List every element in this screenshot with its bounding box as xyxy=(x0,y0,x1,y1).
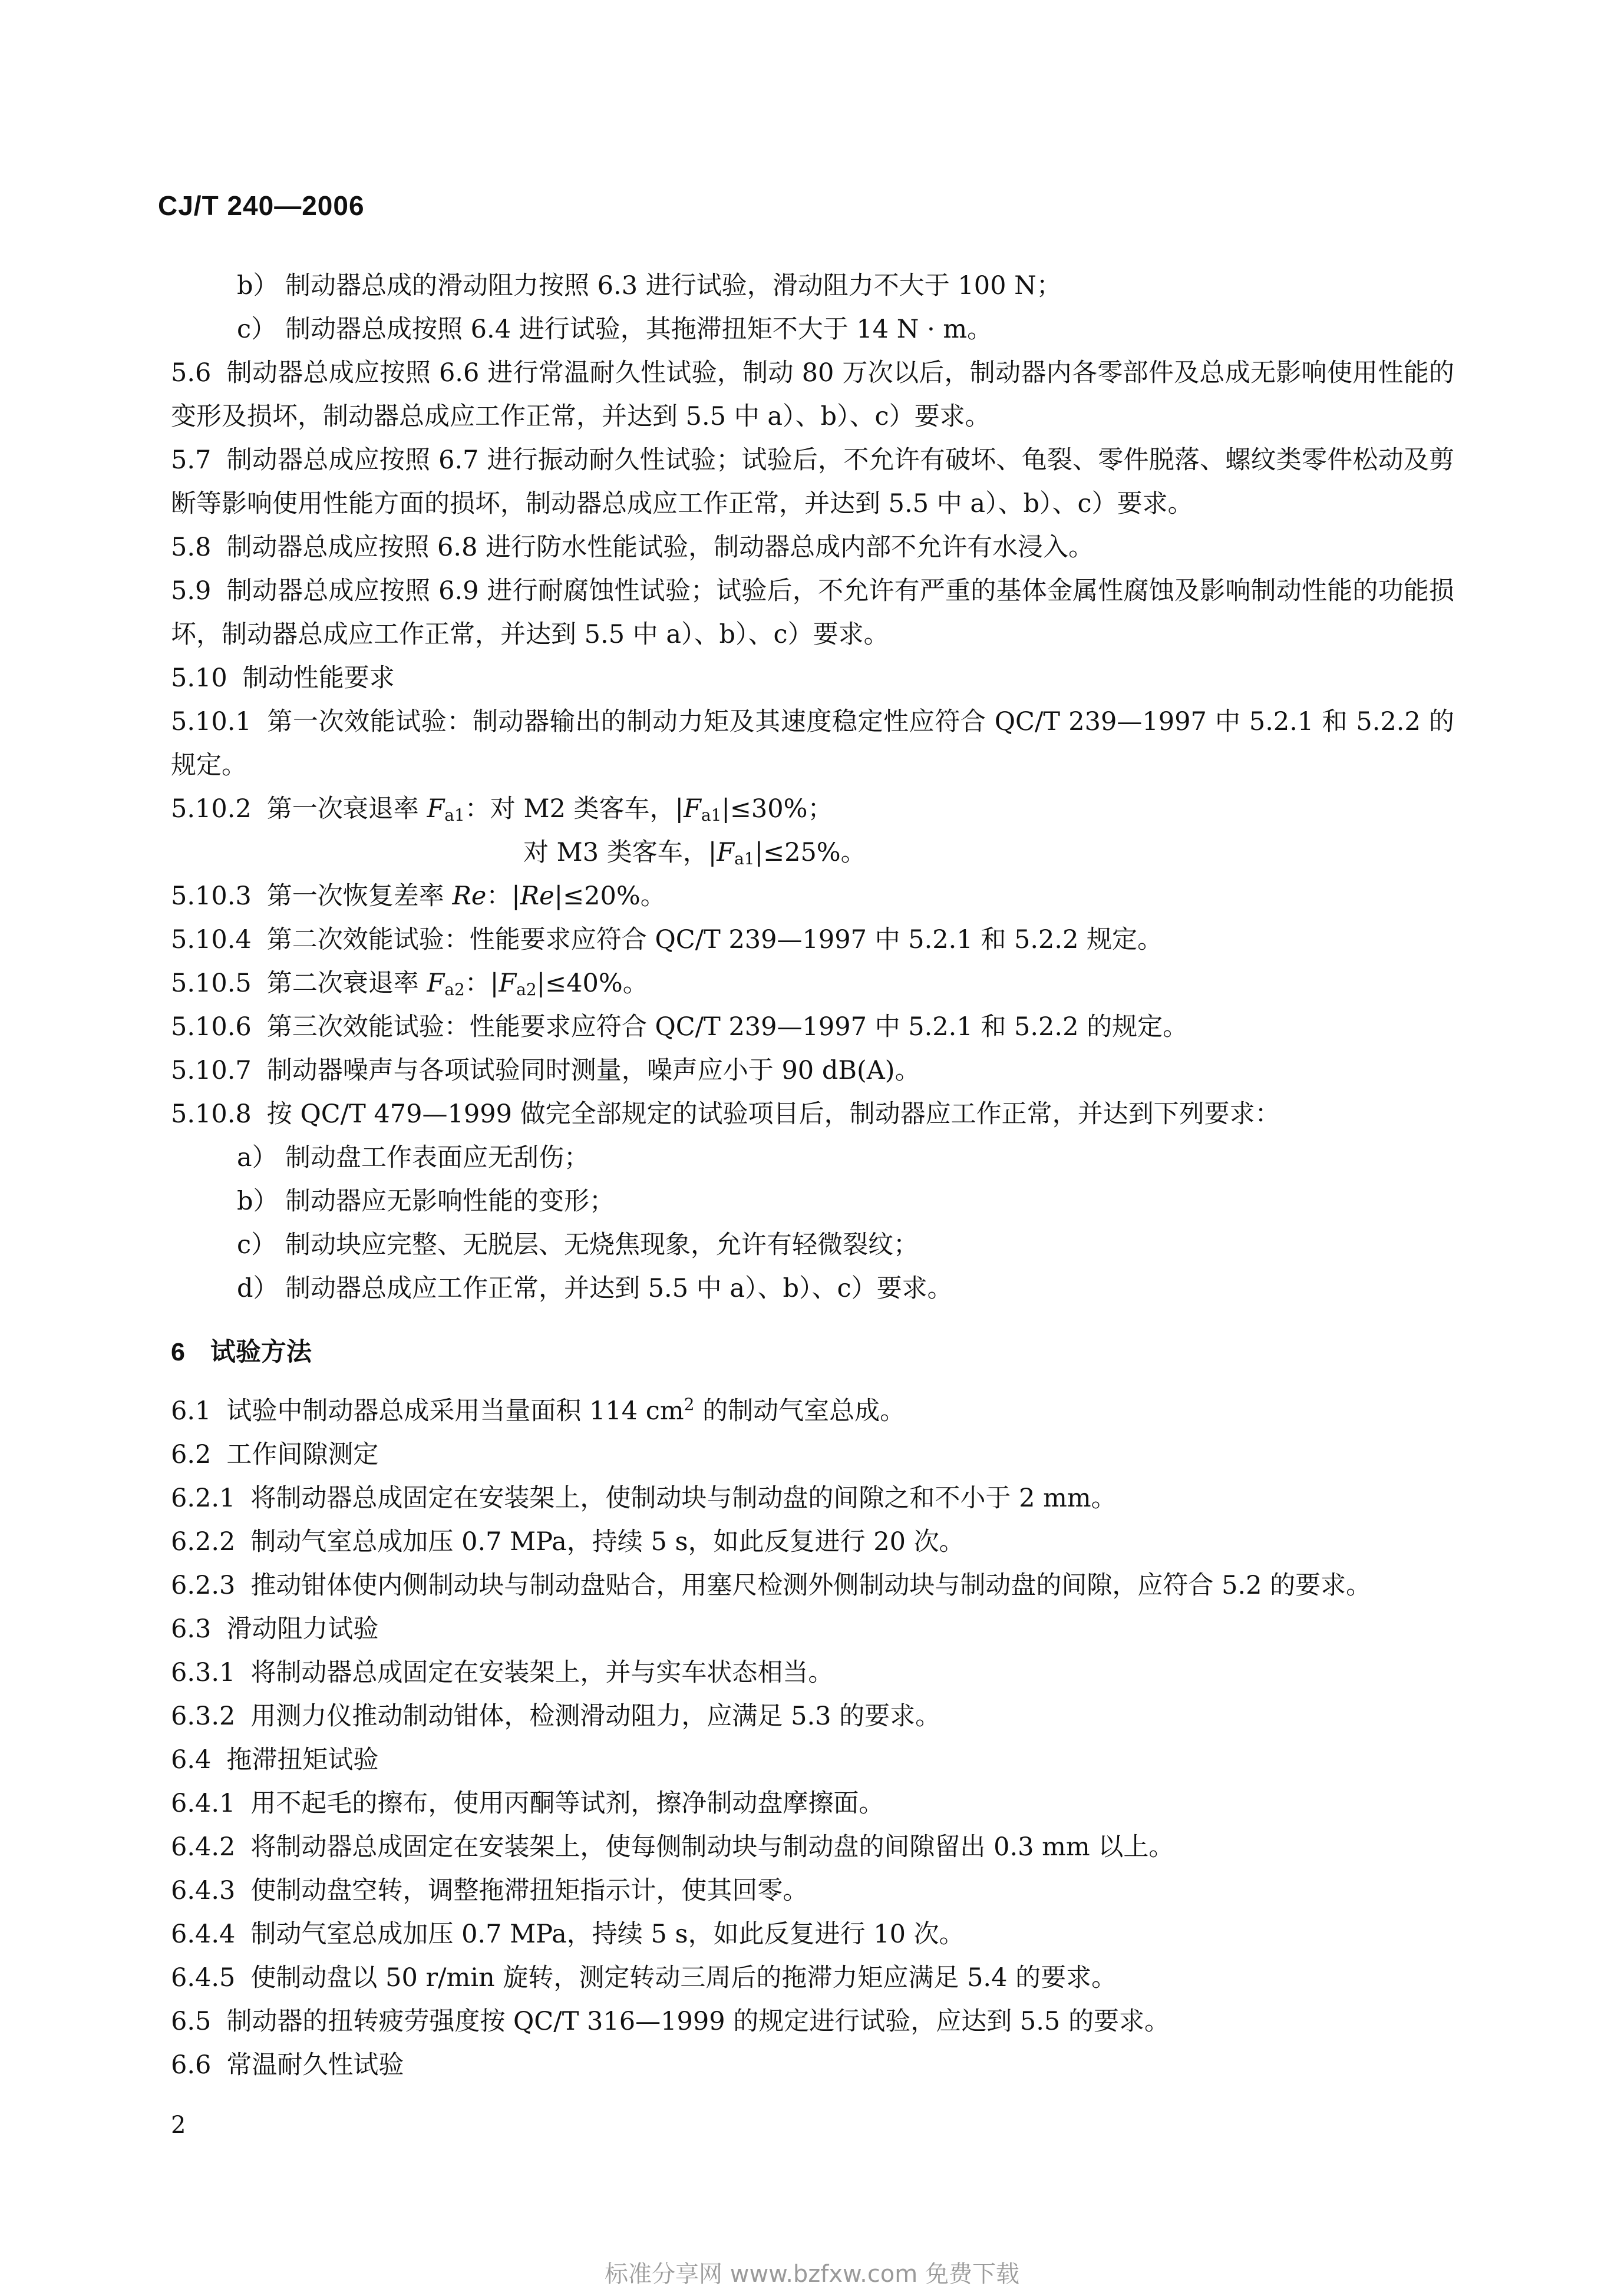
formula-superscript: 2 xyxy=(684,1395,695,1414)
document-body xyxy=(171,264,1454,2087)
clause-text: |≤20%。 xyxy=(554,881,666,911)
formula-variable: F xyxy=(717,838,735,867)
formula-variable: Re xyxy=(520,881,554,911)
clause-text: 制动器总成应按照 6.7 进行振动耐久性试验；试验后，不允许有破坏、龟裂、零件脱落、螺纹类零件松动及剪断等影响使用性能方面的损坏，制动器总成应工作正常，并达到 5.5 中 a）、b）、c）要求。 xyxy=(171,445,1454,518)
clause-text: 使制动盘以 50 r/min 旋转，测定转动三周后的拖滞力矩应满足 5.4 的要求。 xyxy=(250,1963,1117,1993)
clause-text: 制动气室总成加压 0.7 MPa，持续 5 s，如此反复进行 20 次。 xyxy=(250,1527,965,1557)
clause-text: ：| xyxy=(486,881,520,911)
clause-number: 6.4 xyxy=(171,1745,212,1775)
list-item-text: 制动盘工作表面应无刮伤； xyxy=(285,1143,589,1172)
watermark-footer: 标准分享网 www.bzfxw.com 免费下载 xyxy=(605,2261,1019,2288)
list-item xyxy=(171,1180,1454,1223)
clause-text: 将制动器总成固定在安装架上，使制动块与制动盘的间隙之和不小于 2 mm。 xyxy=(250,1484,1117,1513)
list-item-text: 制动器总成的滑动阻力按照 6.3 进行试验，滑动阻力不大于 100 N； xyxy=(285,271,1062,300)
clause-text: 第二次衰退率 xyxy=(266,969,427,998)
clause-text: 制动器总成应按照 6.6 进行常温耐久性试验，制动 80 万次以后，制动器内各零部件及总成无影响使用性能的变形及损坏，制动器总成应工作正常，并达到 5.5 中 a）、b）、c）要求。 xyxy=(171,358,1454,431)
clause-number: 5.9 xyxy=(171,576,212,606)
list-item xyxy=(171,1223,1454,1267)
clause-6-3 xyxy=(171,1607,1454,1651)
clause-number: 6.3.2 xyxy=(171,1702,236,1731)
list-item-text: 制动器总成应工作正常，并达到 5.5 中 a）、b）、c）要求。 xyxy=(285,1274,953,1303)
clause-5-10-7 xyxy=(171,1049,1454,1092)
clause-5-10-6 xyxy=(171,1005,1454,1049)
clause-5-10-2 xyxy=(171,787,1454,831)
clause-number: 5.10.8 xyxy=(171,1099,252,1129)
clause-6-2-3 xyxy=(171,1564,1454,1607)
clause-text: ：| xyxy=(464,969,499,998)
clause-text: 用不起毛的擦布，使用丙酮等试剂，擦净制动盘摩擦面。 xyxy=(250,1789,884,1818)
clause-number: 6.4.2 xyxy=(171,1832,236,1862)
clause-number: 6.2.2 xyxy=(171,1527,236,1557)
clause-text: 将制动器总成固定在安装架上，并与实车状态相当。 xyxy=(250,1658,834,1687)
formula-subscript: a2 xyxy=(516,980,537,999)
section-title-6: 6 试验方法 xyxy=(171,1338,312,1366)
clause-6-5 xyxy=(171,2000,1454,2043)
clause-5-10-5 xyxy=(171,962,1454,1005)
clause-5-10-3 xyxy=(171,874,1454,918)
clause-text: 试验中制动器总成采用当量面积 114 cm xyxy=(226,1396,684,1426)
clause-text: 制动器的扭转疲劳强度按 QC/T 316—1999 的规定进行试验，应达到 5.5 的要求。 xyxy=(226,2007,1170,2036)
clause-5-10 xyxy=(171,656,1454,700)
list-item-text: 制动块应完整、无脱层、无烧焦现象，允许有轻微裂纹； xyxy=(285,1230,919,1260)
clause-number: 5.10.7 xyxy=(171,1056,252,1085)
clause-number: 5.7 xyxy=(171,445,212,475)
formula-variable: F xyxy=(499,969,517,998)
clause-number: 6.3 xyxy=(171,1614,212,1644)
clause-text: 将制动器总成固定在安装架上，使每侧制动块与制动盘的间隙留出 0.3 mm 以上。 xyxy=(250,1832,1174,1862)
clause-6-4 xyxy=(171,1738,1454,1782)
clause-text: 使制动盘空转，调整拖滞扭矩指示计，使其回零。 xyxy=(250,1876,808,1905)
list-item-marker: a） xyxy=(237,1143,278,1172)
clause-text: ：对 M2 类客车，| xyxy=(464,794,684,824)
clause-text: 制动气室总成加压 0.7 MPa，持续 5 s，如此反复进行 10 次。 xyxy=(250,1920,965,1949)
clause-number: 6.4.3 xyxy=(171,1876,236,1905)
list-item-marker: b） xyxy=(237,1187,279,1216)
clause-5-10-4 xyxy=(171,918,1454,962)
clause-number: 6.6 xyxy=(171,2050,212,2080)
clause-text: |≤25%。 xyxy=(754,838,866,867)
clause-text: 的制动气室总成。 xyxy=(694,1396,906,1426)
clause-number: 5.10.6 xyxy=(171,1012,252,1042)
clause-number: 6.2.3 xyxy=(171,1571,236,1600)
clause-number: 5.6 xyxy=(171,358,212,388)
page-number: 2 xyxy=(171,2112,186,2139)
clause-number: 5.10.3 xyxy=(171,881,252,911)
clause-text: 制动性能要求 xyxy=(242,663,395,693)
clause-text: 制动器噪声与各项试验同时测量，噪声应小于 90 dB(A)。 xyxy=(266,1056,920,1085)
clause-text: |≤30%； xyxy=(721,794,833,824)
list-item-marker: c） xyxy=(237,1230,277,1260)
list-item-marker: b） xyxy=(237,271,279,300)
list-item xyxy=(171,264,1454,308)
clause-5-6 xyxy=(171,351,1454,438)
clause-number: 5.10.5 xyxy=(171,969,252,998)
clause-number: 5.10.1 xyxy=(171,707,252,736)
formula-variable: Re xyxy=(452,881,487,911)
clause-text: 常温耐久性试验 xyxy=(226,2050,404,2080)
clause-number: 6.4.4 xyxy=(171,1920,236,1949)
clause-6-4-3 xyxy=(171,1869,1454,1912)
clause-6-4-5 xyxy=(171,1956,1454,2000)
clause-text: 第一次恢复差率 xyxy=(266,881,453,911)
clause-text: 制动器总成应按照 6.9 进行耐腐蚀性试验；试验后，不允许有严重的基体金属性腐蚀及影响制动性能的功能损坏，制动器总成应工作正常，并达到 5.5 中 a）、b）、c）要求。 xyxy=(171,576,1454,649)
clause-text: 推动钳体使内侧制动块与制动盘贴合，用塞尺检测外侧制动块与制动盘的间隙，应符合 5.2 的要求。 xyxy=(250,1571,1372,1600)
clause-number: 5.10.4 xyxy=(171,925,252,954)
clause-5-9 xyxy=(171,569,1454,656)
clause-5-10-2-continued xyxy=(171,831,1454,874)
clause-text: 按 QC/T 479—1999 做完全部规定的试验项目后，制动器应工作正常，并达到下列要求： xyxy=(266,1099,1280,1129)
clause-text: 制动器总成应按照 6.8 进行防水性能试验，制动器总成内部不允许有水浸入。 xyxy=(226,533,1094,562)
clause-number: 6.2.1 xyxy=(171,1484,236,1513)
clause-6-2-1 xyxy=(171,1476,1454,1520)
clause-5-10-8 xyxy=(171,1092,1454,1136)
clause-number: 5.8 xyxy=(171,533,212,562)
clause-5-8 xyxy=(171,526,1454,569)
formula-subscript: a1 xyxy=(444,805,465,825)
list-item xyxy=(171,1267,1454,1310)
clause-number: 6.4.1 xyxy=(171,1789,236,1818)
clause-text: |≤40%。 xyxy=(536,969,648,998)
clause-number: 6.3.1 xyxy=(171,1658,236,1687)
list-item-text: 制动器总成按照 6.4 进行试验，其拖滞扭矩不大于 14 N · m。 xyxy=(285,315,993,344)
clause-text: 第二次效能试验：性能要求应符合 QC/T 239—1997 中 5.2.1 和 5.2.2 规定。 xyxy=(266,925,1163,954)
document-code-header: CJ/T 240—2006 xyxy=(158,190,365,221)
list-item-text: 制动器应无影响性能的变形； xyxy=(285,1187,615,1216)
clause-6-6 xyxy=(171,2043,1454,2087)
list-item-marker: d） xyxy=(237,1274,279,1303)
clause-number: 6.2 xyxy=(171,1440,212,1469)
clause-6-4-1 xyxy=(171,1782,1454,1825)
clause-text: 拖滞扭矩试验 xyxy=(226,1745,379,1775)
clause-text: 第一次效能试验：制动器输出的制动力矩及其速度稳定性应符合 QC/T 239—1997 中 5.2.1 和 5.2.2 的规定。 xyxy=(171,707,1454,780)
clause-text: 工作间隙测定 xyxy=(226,1440,379,1469)
clause-6-3-1 xyxy=(171,1651,1454,1694)
clause-text: 第三次效能试验：性能要求应符合 QC/T 239—1997 中 5.2.1 和 5.2.2 的规定。 xyxy=(266,1012,1189,1042)
clause-text: 滑动阻力试验 xyxy=(226,1614,379,1644)
formula-subscript: a1 xyxy=(734,849,755,868)
list-item xyxy=(171,308,1454,351)
clause-number: 6.5 xyxy=(171,2007,212,2036)
formula-subscript: a1 xyxy=(701,805,722,825)
formula-subscript: a2 xyxy=(444,980,465,999)
clause-number: 5.10 xyxy=(171,663,227,693)
formula-variable: F xyxy=(427,969,445,998)
clause-number: 6.1 xyxy=(171,1396,212,1426)
clause-number: 5.10.2 xyxy=(171,794,252,824)
clause-text: 用测力仪推动制动钳体，检测滑动阻力，应满足 5.3 的要求。 xyxy=(250,1702,941,1731)
list-item xyxy=(171,1136,1454,1180)
formula-variable: F xyxy=(684,794,701,824)
list-item-marker: c） xyxy=(237,315,277,344)
clause-6-4-2 xyxy=(171,1825,1454,1869)
formula-variable: F xyxy=(427,794,445,824)
clause-text: 第一次衰退率 xyxy=(266,794,427,824)
clause-number: 6.4.5 xyxy=(171,1963,236,1993)
clause-6-2-2 xyxy=(171,1520,1454,1564)
clause-5-7 xyxy=(171,438,1454,526)
clause-5-10-1 xyxy=(171,700,1454,787)
clause-6-4-4 xyxy=(171,1912,1454,1956)
clause-6-2 xyxy=(171,1433,1454,1476)
clause-text: 对 M3 类客车，| xyxy=(523,838,717,867)
clause-6-1 xyxy=(171,1389,1454,1433)
clause-6-3-2 xyxy=(171,1694,1454,1738)
